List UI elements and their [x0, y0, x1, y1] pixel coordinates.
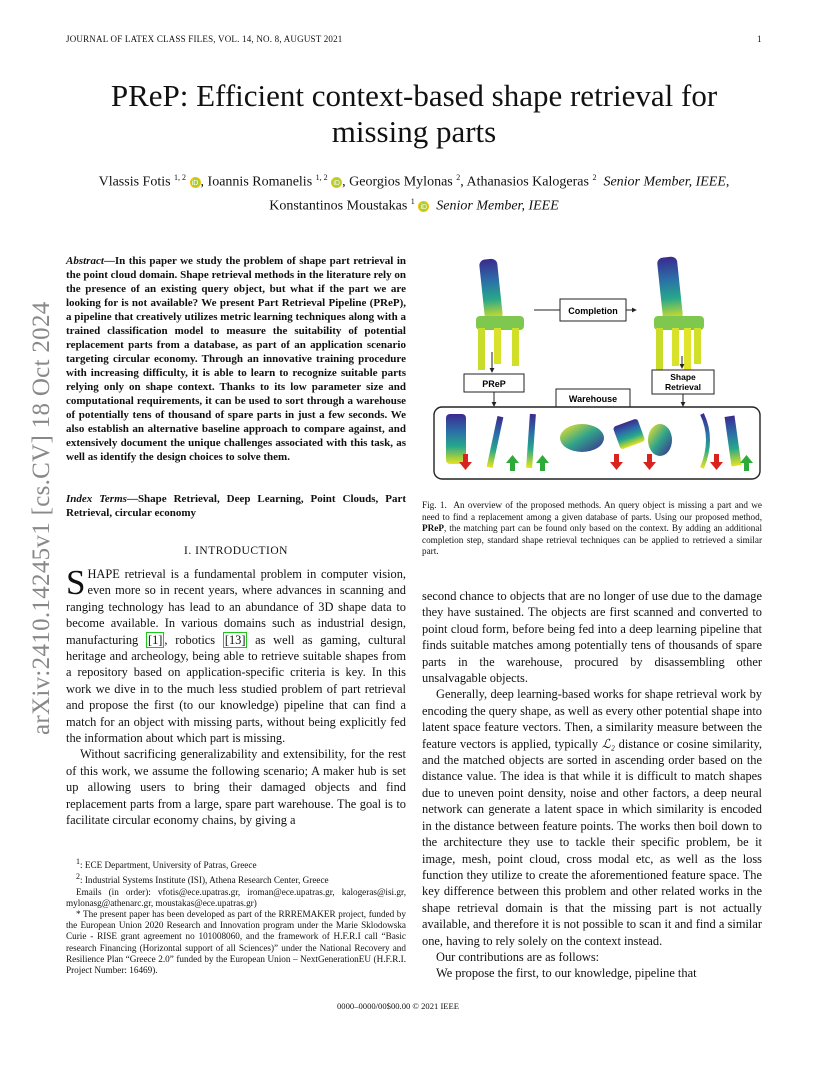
right-p1: second chance to objects that are no longer of use due to the damage they have sustained. The objects are first scanned and converted to point cloud form, before being fed into a deep learning pipeline that finds suitable matches among potentially tens of thousands of spare parts in the warehouse, procured by disassembling other unsalvagable objects.: [422, 589, 762, 686]
shape-retrieval-label-1: Shape: [670, 372, 696, 382]
query-chair-point-cloud: [476, 258, 524, 370]
intro-p1-lead: HAPE retrieval is a fundamental problem in computer vision, even more so in recent years, where advances in scanning and ranging technology has lead to an abundance of 3D shape data to become available. In various domains such as industrial design, manufacturing: [66, 567, 406, 647]
running-header: JOURNAL OF LATEX CLASS FILES, VOL. 14, NO. 8, AUGUST 2021: [66, 34, 343, 44]
completion-label: Completion: [568, 306, 618, 316]
affiliation-mark: 1, 2: [315, 173, 328, 182]
affiliation-mark: 1: [410, 196, 415, 206]
shape-retrieval-label-2: Retrieval: [665, 382, 701, 392]
footnote-affiliation-2: : Industrial Systems Institute (ISI), Athena Research Center, Greece: [80, 875, 329, 886]
author-name: Vlassis Fotis: [98, 174, 171, 190]
affiliation-mark: 2: [592, 173, 597, 182]
figure-1: [432, 254, 762, 482]
drop-cap: S: [66, 563, 86, 602]
paper-title: PReP: Efficient context-based shape retrieval for missing parts: [110, 78, 718, 149]
right-p2-a: Generally, deep learning-based works for shape retrieval work by encoding the query shape, as well as every other potential shape into latent space feature vectors. Then, a similarity measure between the feature vectors is applied, typically: [422, 687, 762, 751]
footnote-mark: 1: [76, 857, 80, 866]
orcid-icon[interactable]: iD: [418, 201, 429, 212]
author-role: Senior Member, IEEE: [436, 198, 559, 214]
part-point-cloud: [560, 424, 604, 452]
footnote-emails: Emails (in order): vfotis@ece.upatras.gr, iroman@ece.upatras.gr, kalogeras@isi.gr, mylonasg@athenarc.gr, moustakas@ece.upatras.gr): [66, 886, 406, 908]
abstract: Abstract—In this paper we study the problem of shape part retrieval in the point cloud domain. Shape retrieval methods in the literature rely on the presence of an existing query object, but what if the part we are looking for is not available? We present Part Retrieval Pipeline (PReP), a pipeline that creatively utilizes metric learning techniques along with a trained classification model to measure the suitability of potential replacement parts from a database, as part of an application scenario targeting circular economy. Through an innovative training procedure with increasing difficulty, it is able to learn to recognize suitable parts relying only on shape context. Thanks to its low parameter size and computational requirements, it can be used to sort through a warehouse of potentially tens of thousand of spare parts in just a few seconds. We also establish an alternative baseline approach to compare against, and extensively document the unique challenges associated with this task, as well as identify the design choices to solve them.: [66, 255, 406, 463]
affiliation-mark: 1, 2: [174, 173, 187, 182]
author-name: Konstantinos Moustakas: [269, 198, 408, 214]
math-l2: ℒ₂: [601, 736, 615, 751]
right-p4: We propose the first, to our knowledge, pipeline that: [436, 966, 697, 981]
author-name: Ioannis Romanelis: [207, 174, 313, 190]
footnotes: [66, 856, 406, 976]
copyright-footer: 0000–0000/00$00.00 © 2021 IEEE: [337, 1001, 460, 1011]
part-point-cloud: [648, 424, 672, 456]
page-number: 1: [757, 34, 762, 44]
footnote-affiliation-1: : ECE Department, University of Patras, Greece: [80, 860, 257, 871]
author-list: Vlassis Fotis $^{1, 2}$ iD , Ioannis Romanelis $^{1, 2}$ iD , Georgios Mylonas $^2$, Athanasios Kalogeras $^2$ Senior Member, IEEE, Konstantinos Moustakas $^1$ iD Senior Member, IEEE: [98, 173, 730, 214]
caption-label: Fig. 1.: [422, 500, 447, 510]
intro-p1-mid: , robotics: [164, 632, 223, 647]
caption-text-a: An overview of the proposed methods. An query object is missing a part and we need to find a replacement among a given database of parts. Using our proposed method,: [422, 500, 762, 522]
right-p2: [422, 686, 762, 949]
intro-p2: Without sacrificing generalizability and extensibility, for the rest of this work, we assume the following scenario; A maker hub is set up allowing users to bring their damaged objects and find replacement parts from a large, spare part warehouse. The goal is to facilitate circular economy chains, by giving a: [66, 747, 406, 828]
warehouse-label: Warehouse: [568, 394, 618, 404]
author-role: Senior Member, IEEE: [603, 174, 726, 190]
right-p2-b: distance or cosine similarity, and the matched objects are sorted in ascending order based on the distance value. The idea is that while it is difficult to match shapes due to uneven point density, noise and other factors, a deep neural network can generate a latent space in which similarity is encoded in the distance between feature points. The works then boil down to the architecture they use to tackle their specific problem, be it image, mesh, point cloud, cross modal etc, as well as the loss function they utilize to create the aforementioned feature space. The key difference between this problem and other related works in the shape retrieval domain is that the missing part is not actually available, and therefore it is not possible to scan it and find a similar one, having to rely solely on the context instead.: [422, 736, 762, 948]
figure-1-diagram: [432, 254, 762, 482]
affiliation-mark: 2: [456, 173, 461, 182]
introduction-text: [66, 563, 406, 829]
abstract-text: In this paper we study the problem of shape part retrieval in the point cloud domain. Shape retrieval methods in the literature rely on the presence of an existing query object, but what if the part we are looking for is not available? We present Part Retrieval Pipeline (PReP), a pipeline that creatively utilizes metric learning techniques along with a trained classification model to measure the suitability of potential replacement parts from a database, as part of an application scenario targeting circular economy. Through an innovative training procedure with increasing difficulty, it is able to learn to recognize suitable parts relying only on shape context. Thanks to its low parameter size and computational requirements, it can be used to sort through a warehouse of potentially tens of thousand of spare parts in just a few seconds. We also establish an alternative baseline approach to compare against, and extensively document the unique challenges associated with this task, as well as identify the design choices to solve them.: [66, 255, 406, 463]
index-terms-text: Shape Retrieval, Deep Learning, Point Clouds, Part Retrieval, circular economy: [66, 493, 406, 519]
index-terms: Index Terms—Shape Retrieval, Deep Learning, Point Clouds, Part Retrieval, circular economy: [66, 493, 406, 519]
index-terms-label: Index Terms: [66, 493, 127, 505]
right-p3: Our contributions are as follows:: [436, 949, 600, 964]
caption-bold: PReP: [422, 523, 444, 534]
orcid-icon[interactable]: iD: [190, 177, 201, 188]
figure-caption: [422, 500, 762, 558]
footnote-mark: 2: [76, 872, 80, 882]
prep-label: PReP: [482, 379, 506, 389]
author-name: Georgios Mylonas: [349, 174, 453, 190]
caption-text-b: , the matching part can be found only based on the context. By adding an additional completion step, standard shape retrieval techniques can be applied to retrieved a similar part.: [422, 523, 762, 557]
arxiv-stamp-text: arXiv:2410.14245v1 [cs.CV] 18 Oct 2024: [28, 301, 55, 735]
abstract-label: Abstract: [66, 255, 104, 267]
intro-p1-tail: as well as gaming, cultural heritage and archeology, being able to retrieve suitable shapes from a repository based on application-specific criteria is key. In this work we dive in to the much less studied problem of part retrieval and propose the first (to our knowledge) pipeline that can find a match for an object with missing parts, without being explicitly fed the information about which part is missing.: [66, 632, 406, 746]
citation-link[interactable]: [13]: [224, 632, 246, 647]
section-heading: I. INTRODUCTION: [184, 545, 288, 557]
footnote-funding: * The present paper has been developed as part of the RRREMAKER project, funded by the European Union 2020 Research and Innovation program under the Marie Sklodowska Curie - RISE grant agreement no 101008060, and the framework of H.F.R.I call “Basic research Financing (Horizontal support of all Sciences)” under the National Recovery and Resilience Plan “Greece 2.0” funded by the European Union – NextGenerationEU (H.F.R.I. Project Number: 16469).: [66, 908, 406, 975]
completed-chair-point-cloud: [654, 256, 704, 372]
right-column-text: [422, 588, 762, 982]
author-name: Athanasios Kalogeras: [466, 174, 589, 190]
orcid-icon[interactable]: iD: [331, 177, 342, 188]
citation-link[interactable]: [1]: [147, 632, 163, 647]
